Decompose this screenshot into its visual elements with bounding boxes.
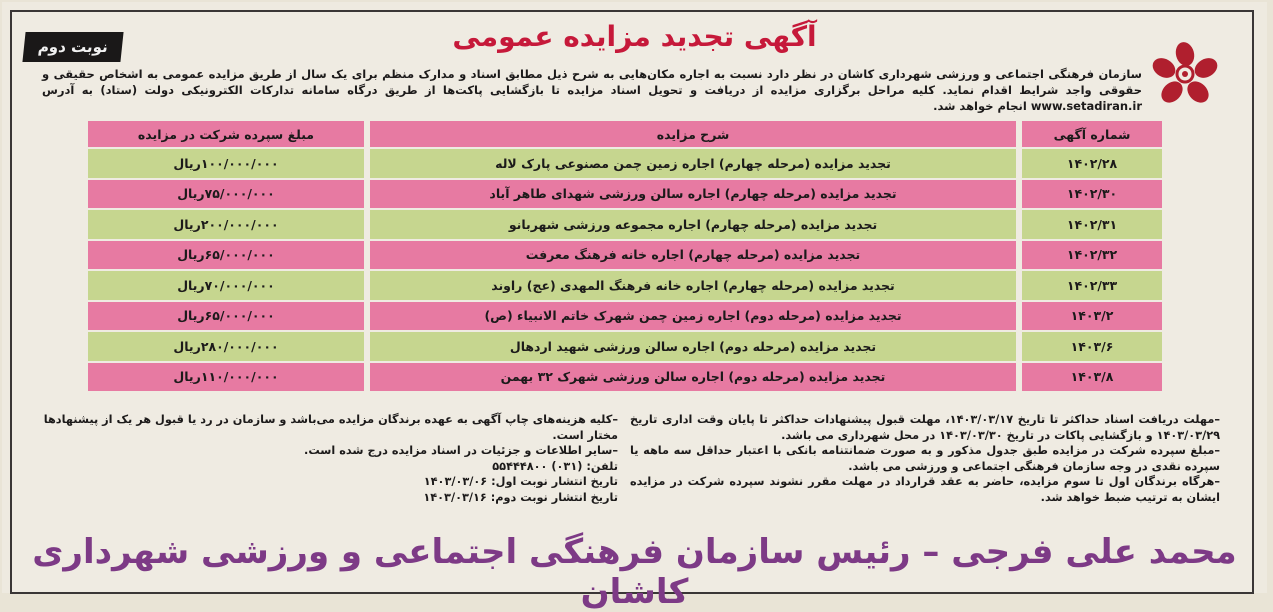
intro-paragraph — [42, 66, 1142, 114]
ad-number-cell: ۱۴۰۲/۲۸ — [1022, 149, 1162, 178]
winners-note: –هرگاه برندگان اول تا سوم مزایده، حاضر به عقد قرارداد در مهلت مقرر نشوند سپرده شرکت در مزایده ایشان به ترتیب ضبط خواهد شد. — [630, 475, 1220, 504]
table-row — [88, 363, 1162, 392]
header-description: شرح مزایده — [370, 121, 1022, 147]
ad-number-cell: ۱۴۰۲/۳۰ — [1022, 180, 1162, 209]
ad-number-cell: ۱۴۰۳/۲ — [1022, 302, 1162, 331]
deposit-note: –مبلغ سپرده شرکت در مزایده طبق جدول مذکور و به صورت ضمانتنامه بانکی با اعتبار حداقل سه ماهه یا سپرده نقدی در وجه سازمان فرهنگی اجتماعی و ورزشی می باشد. — [630, 444, 1220, 473]
table-row — [88, 180, 1162, 209]
header-ad-number: شماره آگهی — [1022, 121, 1162, 147]
description-cell: تجدید مزایده (مرحله چهارم) اجاره زمین چمن مصنوعی پارک لاله — [370, 149, 1022, 178]
second-publication-label: تاریخ انتشار نوبت دوم: — [490, 490, 618, 504]
table-row — [88, 210, 1162, 239]
website-link[interactable]: www.setadiran.ir — [1030, 99, 1142, 113]
intro-tail: انجام خواهد شد. — [933, 99, 1027, 113]
flower-emblem-icon — [1146, 40, 1224, 106]
first-publication-label: تاریخ انتشار نوبت اول: — [491, 475, 618, 489]
table-row — [88, 271, 1162, 300]
deadline-note: –مهلت دریافت اسناد حداکثر تا تاریخ ۱۴۰۳/۰۳/۱۷، مهلت قبول پیشنهادات حداکثر تا پایان وقت اداری تاریخ ۱۴۰۳/۰۳/۲۹ و بازگشایی پاکات در تاریخ ۱۴۰۳/۰۳/۳۰ در محل شهرداری می باشد. — [630, 413, 1220, 442]
description-cell: تجدید مزایده (مرحله چهارم) اجاره خانه فرهنگ معرفت — [370, 241, 1022, 270]
second-publication-date: ۱۴۰۳/۰۳/۱۶ — [423, 490, 487, 504]
auction-table — [88, 119, 1162, 393]
table-row — [88, 302, 1162, 331]
publication-round-badge: نوبت دوم — [22, 32, 123, 62]
conditions-right-column — [630, 412, 1220, 506]
intro-text: سازمان فرهنگی اجتماعی و ورزشی شهرداری کاشان در نظر دارد نسبت به اجاره مکان‌هایی به شرح ذیل مطابق اسناد و مدارک منظم برای یک سال از طریق مزایده عمومی به اشخاص حقیقی و حقوقی واجد شرایط اقدام نماید. کلیه مراحل برگزاری مزایده از دریافت و تحویل اسناد مزایده تا بازگشایی پاکت‌ها از طریق درگاه سامانه تدارکات الکترونیکی دولت (ستاد) به آدرس — [42, 67, 1142, 97]
ad-number-cell: ۱۴۰۲/۳۱ — [1022, 210, 1162, 239]
description-cell: تجدید مزایده (مرحله چهارم) اجاره خانه فرهنگ المهدی (عج) راوند — [370, 271, 1022, 300]
ad-number-cell: ۱۴۰۲/۳۳ — [1022, 271, 1162, 300]
description-cell: تجدید مزایده (مرحله دوم) اجاره سالن ورزشی شهرک ۳۲ بهمن — [370, 363, 1022, 392]
description-cell: تجدید مزایده (مرحله دوم) اجاره سالن ورزشی شهید اردهال — [370, 332, 1022, 361]
table-header-row — [88, 121, 1162, 147]
first-publication-date: ۱۴۰۳/۰۳/۰۶ — [423, 475, 488, 489]
description-cell: تجدید مزایده (مرحله چهارم) اجاره سالن ورزشی شهدای طاهر آباد — [370, 180, 1022, 209]
ad-number-cell: ۱۴۰۳/۸ — [1022, 363, 1162, 392]
deposit-cell: ۱۱۰/۰۰۰/۰۰۰ریال — [88, 363, 370, 392]
deposit-cell: ۲۸۰/۰۰۰/۰۰۰ریال — [88, 332, 370, 361]
deposit-cell: ۷۵/۰۰۰/۰۰۰ریال — [88, 180, 370, 209]
table-row — [88, 149, 1162, 178]
ad-title: آگهی تجدید مزایده عمومی — [452, 20, 817, 53]
newspaper-clipping — [2, 2, 1267, 612]
phone-label: تلفن: — [586, 459, 618, 473]
ad-number-cell: ۱۴۰۳/۶ — [1022, 332, 1162, 361]
deposit-cell: ۶۵/۰۰۰/۰۰۰ریال — [88, 302, 370, 331]
phone-number: ۵۵۴۴۴۸۰۰ (۰۳۱) — [492, 459, 583, 473]
header-deposit: مبلغ سپرده شرکت در مزایده — [88, 121, 370, 147]
second-publication-line — [38, 490, 618, 506]
conditions-left-column — [38, 412, 618, 506]
phone-line — [38, 459, 618, 475]
more-info-note: –سایر اطلاعات و جزئیات در اسناد مزایده درج شده است. — [304, 444, 618, 458]
costs-note: –کلیه هزینه‌های چاپ آگهی به عهده برندگان مزایده می‌باشد و سازمان در رد یا قبول هر یک از پیشنهادها مختار است. — [43, 413, 618, 442]
table-row — [88, 241, 1162, 270]
deposit-cell: ۶۵/۰۰۰/۰۰۰ریال — [88, 241, 370, 270]
table-row — [88, 332, 1162, 361]
deposit-cell: ۲۰۰/۰۰۰/۰۰۰ریال — [88, 210, 370, 239]
description-cell: تجدید مزایده (مرحله چهارم) اجاره مجموعه ورزشی شهربانو — [370, 210, 1022, 239]
ad-number-cell: ۱۴۰۲/۳۲ — [1022, 241, 1162, 270]
first-publication-line — [38, 474, 618, 490]
deposit-cell: ۱۰۰/۰۰۰/۰۰۰ریال — [88, 149, 370, 178]
deposit-cell: ۷۰/۰۰۰/۰۰۰ریال — [88, 271, 370, 300]
signatory-footer: محمد علی فرجی – رئیس سازمان فرهنگی اجتماعی و ورزشی شهرداری کاشان — [32, 532, 1237, 612]
description-cell: تجدید مزایده (مرحله دوم) اجاره زمین چمن شهرک خاتم الانبیاء (ص) — [370, 302, 1022, 331]
